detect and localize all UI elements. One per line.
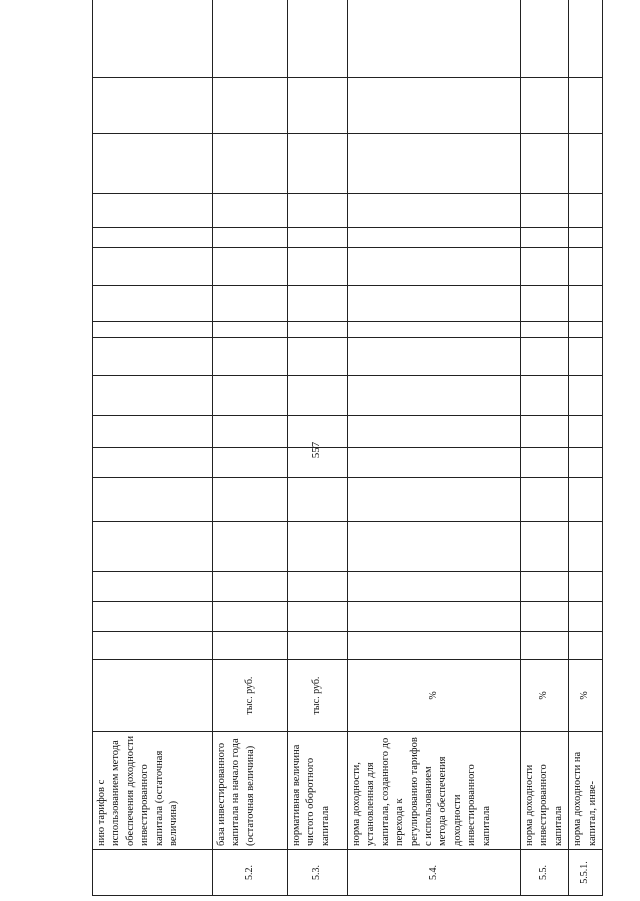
row-unit: %: [521, 660, 569, 732]
row-name: база инвестированного капитала на начало года (остаточная величина): [213, 732, 288, 850]
row-unit: %: [348, 660, 521, 732]
row-number: 5.4.: [348, 850, 521, 896]
row-unit: [93, 660, 213, 732]
row-number: 5.2.: [213, 850, 288, 896]
table-row: [288, 0, 348, 896]
table-row: [213, 0, 288, 896]
table-row: [348, 0, 521, 896]
row-number: 5.5.: [521, 850, 569, 896]
row-name: норма доходности, установленная для капитала, созданного до перехода к регулированию тарифов с использованием метода обеспечения доходности инвестированного капитала: [348, 732, 521, 850]
data-table: [92, 0, 603, 896]
data-table-rotated: [92, 48, 598, 896]
row-name: норма доходности на капитал, инве-: [569, 732, 603, 850]
row-number: 5.3.: [288, 850, 348, 896]
row-unit: %: [569, 660, 603, 732]
table-row: [93, 0, 213, 896]
row-name: норма доходности инвестированного капитала: [521, 732, 569, 850]
row-number: [93, 850, 213, 896]
row-name: нию тарифов с использованием метода обеспечения доходности инвестированного капитала (остаточная величина): [93, 732, 213, 850]
row-unit: тыс. руб.: [288, 660, 348, 732]
page-number: 557: [310, 441, 322, 459]
row-name: нормативная величина чистого оборотного капитала: [288, 732, 348, 850]
table-row: [521, 0, 569, 896]
row-unit: тыс. руб.: [213, 660, 288, 732]
row-number: 5.5.1.: [569, 850, 603, 896]
table-row: [569, 0, 603, 896]
